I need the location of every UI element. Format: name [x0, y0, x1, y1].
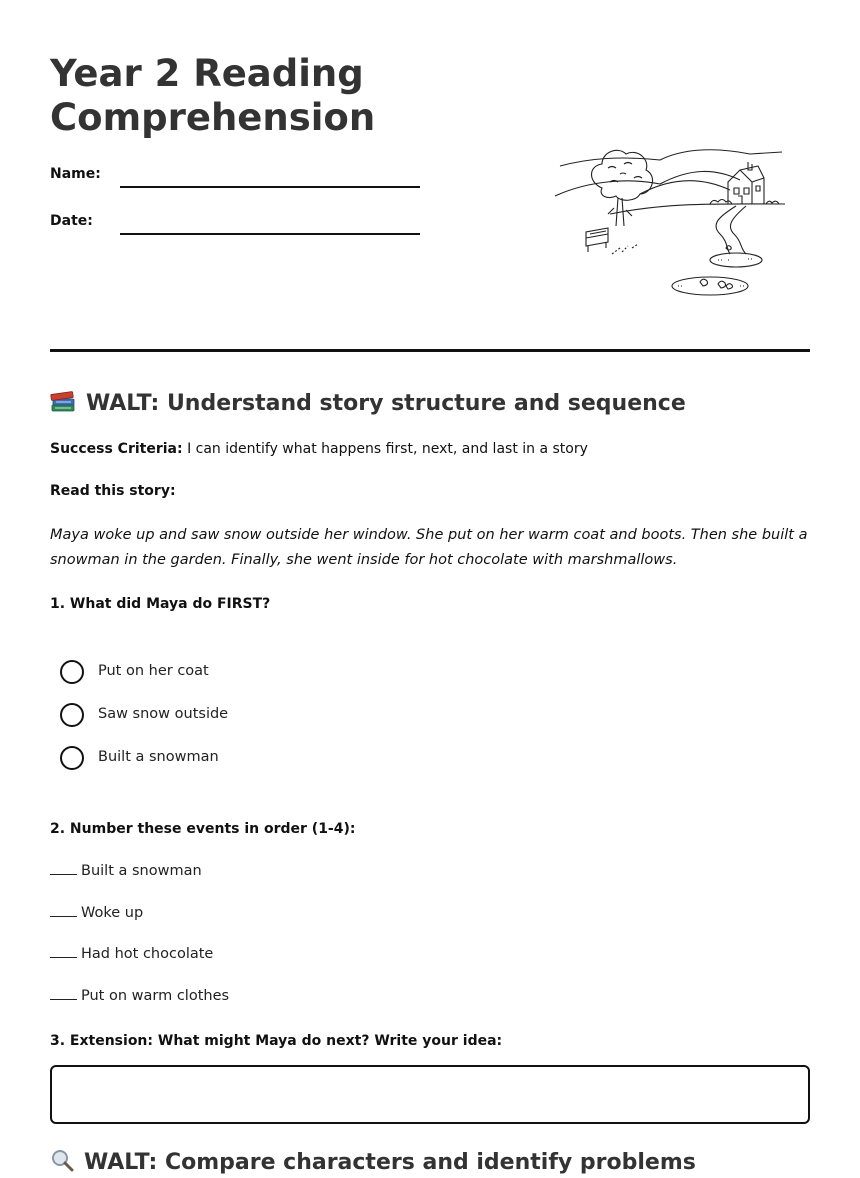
order-item-2-label: Woke up	[81, 905, 144, 921]
page-title	[50, 52, 510, 140]
search-icon	[50, 1148, 74, 1172]
order-blank-3[interactable]	[50, 946, 77, 958]
question-3-prompt: 3. Extension: What might Maya do next? Write your idea:	[50, 1033, 503, 1049]
name-line[interactable]	[120, 186, 420, 188]
success-criteria	[50, 441, 588, 457]
q1-option-2[interactable]	[60, 703, 460, 729]
order-item-4-label: Put on warm clothes	[81, 988, 230, 1004]
countryside-scene-illustration	[550, 138, 790, 303]
order-item-3-label: Had hot chocolate	[81, 946, 214, 962]
name-field[interactable]	[50, 166, 430, 196]
name-label: Name:	[50, 166, 101, 182]
books-icon	[50, 389, 76, 413]
q1-option-2-label: Saw snow outside	[98, 706, 229, 722]
header-divider	[50, 349, 810, 352]
success-criteria-label: Success Criteria:	[50, 441, 183, 457]
q1-option-1-label: Put on her coat	[98, 663, 209, 679]
success-criteria-text: I can identify what happens first, next, and last in a story	[187, 441, 588, 457]
extension-answer-box[interactable]	[50, 1065, 810, 1124]
order-item-4[interactable]	[50, 988, 229, 1004]
order-blank-1[interactable]	[50, 863, 77, 875]
read-story-label: Read this story:	[50, 483, 176, 499]
q1-option-3-label: Built a snowman	[98, 749, 219, 765]
date-line[interactable]	[120, 233, 420, 235]
section-2-heading-text: WALT: Compare characters and identify problems	[84, 1150, 696, 1175]
order-item-1[interactable]	[50, 863, 202, 879]
title-line-2: Comprehension	[50, 96, 376, 139]
section-heading-text: WALT: Understand story structure and sequence	[86, 391, 686, 416]
section-heading-characters	[50, 1148, 810, 1178]
section-heading-sequence	[50, 389, 810, 419]
order-blank-2[interactable]	[50, 905, 77, 917]
order-blank-4[interactable]	[50, 988, 77, 1000]
order-item-3[interactable]	[50, 946, 213, 962]
order-item-2[interactable]	[50, 905, 143, 921]
title-line-1: Year 2 Reading	[50, 52, 364, 95]
date-field[interactable]	[50, 213, 430, 243]
q1-option-1[interactable]	[60, 660, 460, 686]
order-item-1-label: Built a snowman	[81, 863, 202, 879]
q1-option-1-radio[interactable]	[60, 660, 84, 684]
question-1-prompt: 1. What did Maya do FIRST?	[50, 596, 271, 612]
q1-option-3[interactable]	[60, 746, 460, 772]
question-2-prompt: 2. Number these events in order (1-4):	[50, 821, 356, 837]
q1-option-3-radio[interactable]	[60, 746, 84, 770]
story-text: Maya woke up and saw snow outside her window. She put on her warm coat and boots. Then she built a snowman in the garden. Finally, she went inside for hot chocolate with marshmallows.	[50, 527, 808, 568]
date-label: Date:	[50, 213, 93, 229]
q1-option-2-radio[interactable]	[60, 703, 84, 727]
